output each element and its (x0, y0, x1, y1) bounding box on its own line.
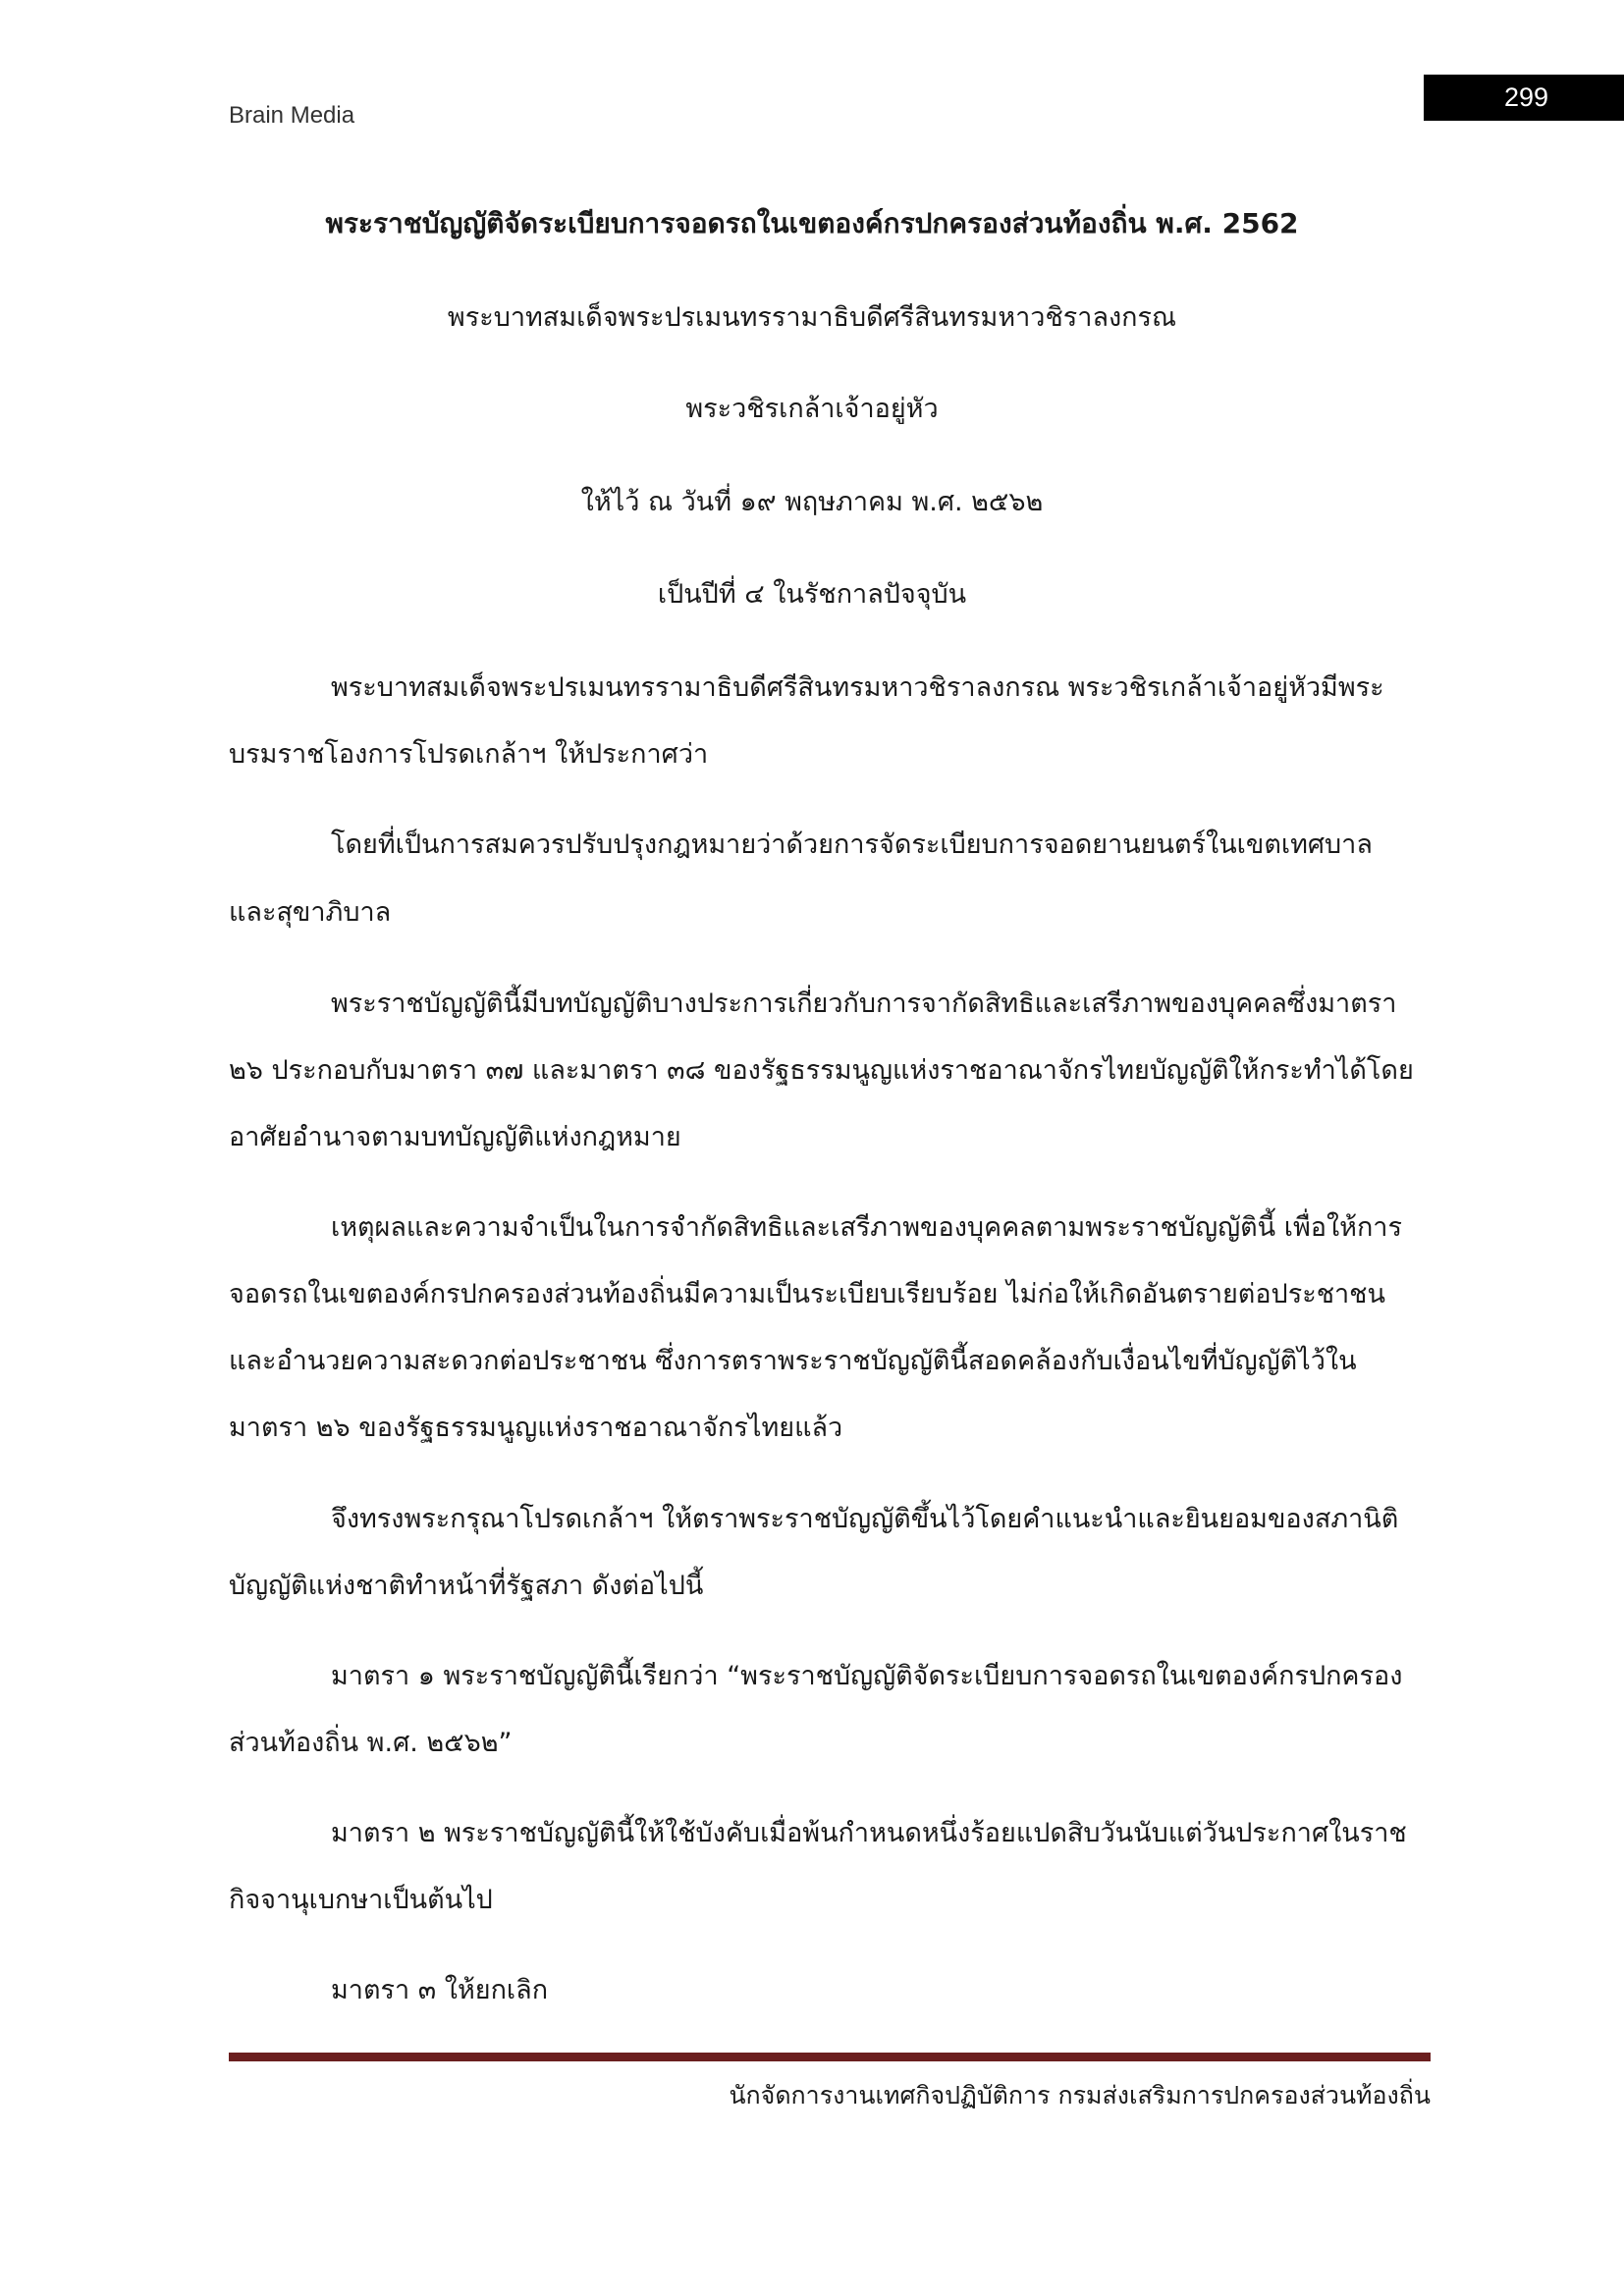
preamble-line-2: พระวชิรเกล้าเจ้าอยู่หัว (685, 394, 939, 424)
footer-divider (229, 2053, 1431, 2061)
paragraph-line: เหตุผลและความจำเป็นในการจำกัดสิทธิและเสรีภาพของบุคคลตามพระราชบัญญัตินี้ เพื่อให้การ (331, 1212, 1402, 1243)
paragraph-line: ส่วนท้องถิ่น พ.ศ. ๒๕๖๒” (229, 1728, 513, 1758)
paragraph-line: จึงทรงพระกรุณาโปรดเกล้าฯ ให้ตราพระราชบัญญัติขึ้นไว้โดยคำแนะนำและยินยอมของสภานิติ (331, 1504, 1399, 1534)
preamble-line-1: พระบาทสมเด็จพระปรเมนทรรามาธิบดีศรีสินทรมหาวชิราลงกรณ (447, 302, 1177, 333)
preamble-line-3: ให้ไว้ ณ วันที่ ๑๙ พฤษภาคม พ.ศ. ๒๕๖๒ (580, 487, 1044, 517)
page-number: 299 (1424, 75, 1624, 121)
paragraph-line: โดยที่เป็นการสมควรปรับปรุงกฎหมายว่าด้วยการจัดระเบียบการจอดยานยนตร์ในเขตเทศบาล (331, 829, 1373, 860)
paragraph-line: มาตรา ๓ ให้ยกเลิก (331, 1975, 549, 2005)
paragraph-line: จอดรถในเขตองค์กรปกครองส่วนท้องถิ่นมีความเป็นระเบียบเรียบร้อย ไม่ก่อให้เกิดอันตรายต่อประชาชน (229, 1279, 1385, 1309)
footer-text: นักจัดการงานเทศกิจปฏิบัติการ กรมส่งเสริมการปกครองส่วนท้องถิ่น (729, 2081, 1431, 2109)
paragraph-line: และอำนวยความสะดวกต่อประชาชน ซึ่งการตราพระราชบัญญัตินี้สอดคล้องกับเงื่อนไขที่บัญญัติไว้ใน (229, 1346, 1357, 1376)
paragraph-line: พระบาทสมเด็จพระปรเมนทรรามาธิบดีศรีสินทรมหาวชิราลงกรณ พระวชิรเกล้าเจ้าอยู่หัวมีพระ (331, 672, 1384, 703)
paragraph-line: บรมราชโองการโปรดเกล้าฯ ให้ประกาศว่า (229, 739, 709, 770)
paragraph-line: กิจจานุเบกษาเป็นต้นไป (229, 1885, 493, 1915)
paragraph-line: อาศัยอำนาจตามบทบัญญัติแห่งกฎหมาย (229, 1122, 681, 1152)
header-brand: Brain Media (229, 102, 355, 129)
paragraph-line: มาตรา ๑ พระราชบัญญัตินี้เรียกว่า “พระราชบัญญัติจัดระเบียบการจอดรถในเขตองค์กรปกครอง (331, 1661, 1403, 1691)
preamble-line-4: เป็นปีที่ ๔ ในรัชกาลปัจจุบัน (657, 579, 967, 610)
paragraph-line: ๒๖ ประกอบกับมาตรา ๓๗ และมาตรา ๓๘ ของรัฐธรรมนูญแห่งราชอาณาจักรไทยบัญญัติให้กระทำได้โดย (229, 1055, 1414, 1086)
paragraph-line: บัญญัติแห่งชาติทำหน้าที่รัฐสภา ดังต่อไปนี้ (229, 1571, 704, 1601)
paragraph-line: มาตรา ๒๖ ของรัฐธรรมนูญแห่งราชอาณาจักรไทยแล้ว (229, 1413, 843, 1443)
paragraph-line: และสุขาภิบาล (229, 897, 392, 928)
paragraph-line: มาตรา ๒ พระราชบัญญัตินี้ให้ใช้บังคับเมื่อพ้นกำหนดหนึ่งร้อยแปดสิบวันนับแต่วันประกาศในราช (331, 1818, 1407, 1848)
paragraph-line: พระราชบัญญัตินี้มีบทบัญญัติบางประการเกี่ยวกับการจากัดสิทธิและเสรีภาพของบุคคลซึ่งมาตรา (331, 988, 1397, 1019)
document-title: พระราชบัญญัติจัดระเบียบการจอดรถในเขตองค์กรปกครองส่วนท้องถิ่น พ.ศ. 2562 (325, 207, 1299, 240)
